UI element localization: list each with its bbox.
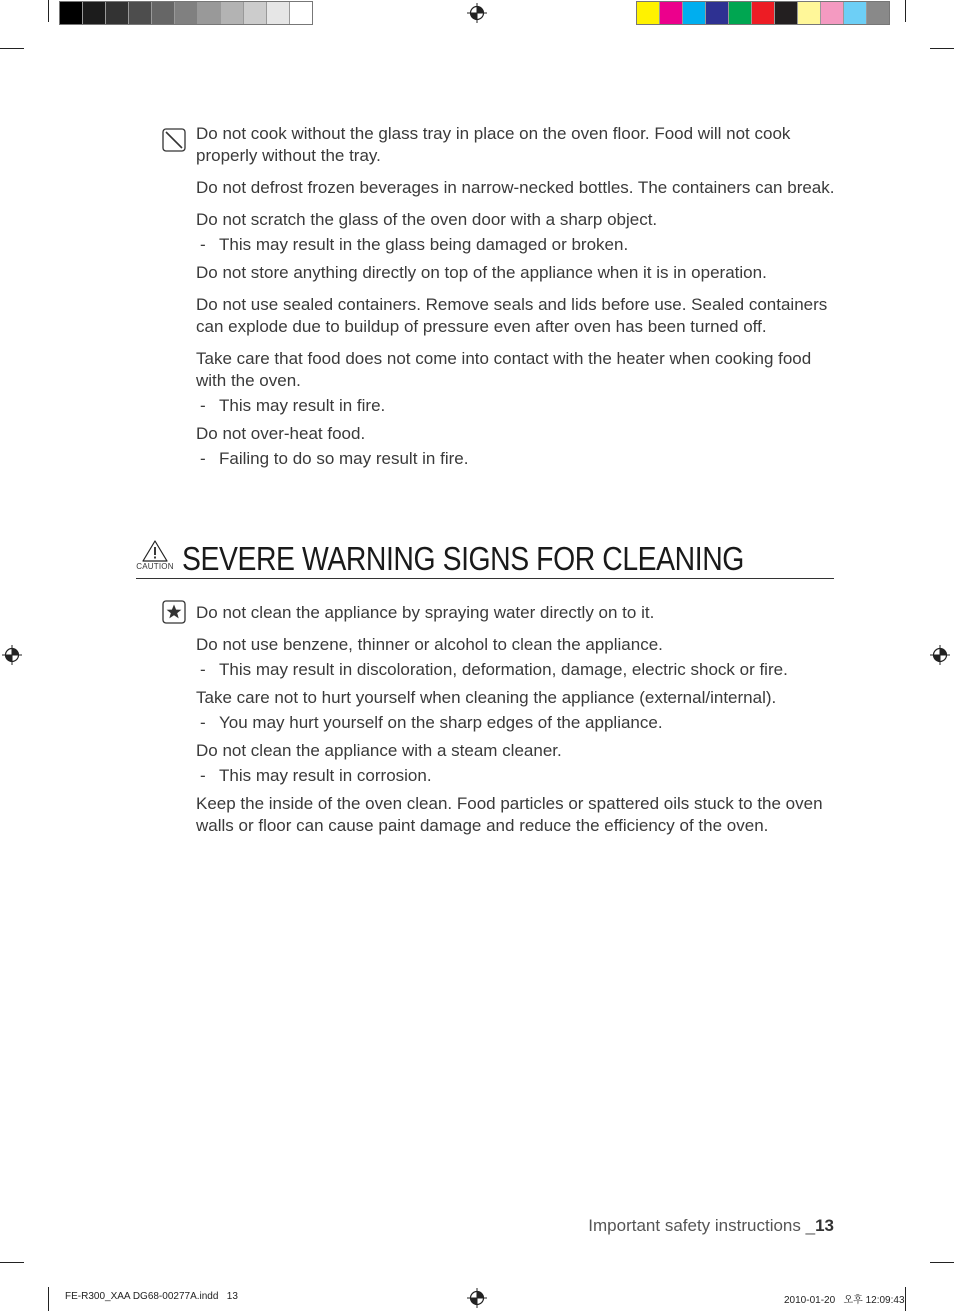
list-sub-item-text: Failing to do so may result in fire. xyxy=(219,449,469,468)
color-swatch xyxy=(752,2,775,24)
color-swatch xyxy=(637,2,660,24)
list-sub-item: - This may result in the glass being damaged or broken. xyxy=(200,235,629,254)
registration-mark-icon xyxy=(930,645,950,665)
color-swatch xyxy=(660,2,683,24)
color-swatch xyxy=(798,2,821,24)
warning-triangle-icon xyxy=(142,540,168,562)
list-sub-item: - This may result in fire. xyxy=(200,396,386,415)
registration-mark-icon xyxy=(2,645,22,665)
crop-mark xyxy=(48,0,49,22)
list-sub-item-text: You may hurt yourself on the sharp edges of the appliance. xyxy=(219,713,663,732)
gray-swatch-bar xyxy=(59,1,313,25)
crop-mark xyxy=(905,0,906,22)
color-swatch xyxy=(83,2,106,24)
list-item: Do not defrost frozen beverages in narrow-necked bottles. The containers can break. xyxy=(196,178,835,197)
crop-mark xyxy=(48,1287,49,1311)
color-swatch xyxy=(683,2,706,24)
list-item: Do not scratch the glass of the oven door with a sharp object. xyxy=(196,210,658,229)
color-swatch xyxy=(821,2,844,24)
section-heading xyxy=(136,538,834,579)
color-swatch xyxy=(129,2,152,24)
color-swatch xyxy=(706,2,729,24)
prohibited-icon xyxy=(162,128,186,152)
crop-mark xyxy=(930,48,954,49)
color-swatch xyxy=(729,2,752,24)
color-swatch xyxy=(221,2,244,24)
section-cleaning xyxy=(196,602,836,847)
list-sub-item: - This may result in discoloration, deformation, damage, electric shock or fire. xyxy=(200,660,788,679)
list-sub-item: - Failing to do so may result in fire. xyxy=(200,449,469,468)
list-sub-item-text: This may result in the glass being damaged or broken. xyxy=(219,235,629,254)
registration-mark-icon xyxy=(467,3,487,23)
color-swatch xyxy=(775,2,798,24)
list-sub-item: - This may result in corrosion. xyxy=(200,766,432,785)
page-number: 13 xyxy=(815,1216,834,1235)
color-swatch xyxy=(152,2,175,24)
crop-mark xyxy=(930,1262,954,1263)
registration-mark-icon xyxy=(467,1288,487,1308)
color-swatch xyxy=(244,2,267,24)
crop-mark xyxy=(0,1262,24,1263)
list-item: Do not over-heat food. xyxy=(196,424,366,443)
footer-section-label: Important safety instructions _ xyxy=(588,1216,816,1235)
color-swatch xyxy=(267,2,290,24)
color-swatch xyxy=(106,2,129,24)
caution-label: CAUTION xyxy=(136,562,174,571)
list-sub-item-text: This may result in fire. xyxy=(219,396,386,415)
page-footer xyxy=(588,1216,834,1236)
slug-timestamp: 2010-01-20 오후 12:09:43 xyxy=(784,1295,905,1306)
caution-badge xyxy=(136,540,174,571)
slug-filename: FE-R300_XAA DG68-00277A.indd 13 xyxy=(65,1291,238,1302)
color-swatch xyxy=(175,2,198,24)
crop-mark xyxy=(0,48,24,49)
list-item: Do not use benzene, thinner or alcohol to clean the appliance. xyxy=(196,635,663,654)
section-prohibitions xyxy=(196,123,836,476)
list-item: Do not cook without the glass tray in place on the oven floor. Food will not cook properly without the tray. xyxy=(196,124,791,165)
list-item: Take care not to hurt yourself when cleaning the appliance (external/internal). xyxy=(196,688,777,707)
list-sub-item-text: This may result in corrosion. xyxy=(219,766,432,785)
color-swatch xyxy=(60,2,83,24)
list-item: Take care that food does not come into contact with the heater when cooking food with the oven. xyxy=(196,349,812,390)
crop-mark xyxy=(905,1287,906,1311)
color-swatch xyxy=(867,2,889,24)
heading-title: SEVERE WARNING SIGNS FOR CLEANING xyxy=(182,540,744,577)
list-item: Do not store anything directly on top of the appliance when it is in operation. xyxy=(196,263,767,282)
list-item: Do not use sealed containers. Remove seals and lids before use. Sealed containers can explode due to buildup of pressure even after oven has been turned off. xyxy=(196,295,828,336)
list-sub-item: - You may hurt yourself on the sharp edges of the appliance. xyxy=(200,713,663,732)
color-swatch xyxy=(198,2,221,24)
color-swatch xyxy=(844,2,867,24)
color-swatch xyxy=(290,2,312,24)
color-swatch-bar xyxy=(636,1,890,25)
list-item: Keep the inside of the oven clean. Food particles or spattered oils stuck to the oven walls or floor can cause paint damage and reduce the efficiency of the oven. xyxy=(196,794,823,835)
list-item: Do not clean the appliance by spraying water directly on to it. xyxy=(196,603,655,622)
star-icon xyxy=(162,600,186,624)
list-sub-item-text: This may result in discoloration, deformation, damage, electric shock or fire. xyxy=(219,660,788,679)
list-item: Do not clean the appliance with a steam cleaner. xyxy=(196,741,562,760)
